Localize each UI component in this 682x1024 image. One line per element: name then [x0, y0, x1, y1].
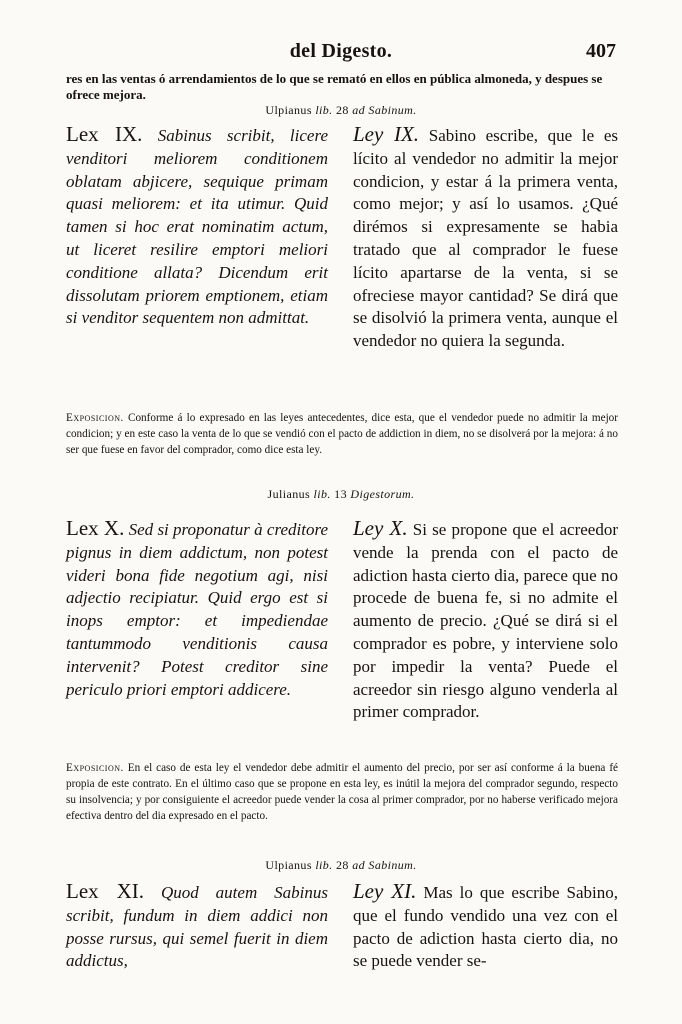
exposition-text: Conforme á lo expresado en las leyes antecedentes, dice esta, que el vendedor puede no admitir la mejor condicion; y en este caso la venta de lo que se vendió con el pacto de addiction in diem, no se disolverá por la mejora: á no ser que fuese en favor del comprador, como dice esta ley. [66, 412, 619, 456]
exposition-label: Exposicion. [66, 412, 124, 424]
latin-column [66, 123, 328, 330]
latin-law-text: Sabinus scribit, licere venditori meliorem conditionem oblatam abjicere, sequique primam quasi meliorem: et ita utimur. Quid tamen si hoc erat nominatim actum, ut liceret resilire emptori meliori conditione allata? Dicendum erit dissolutam priorem emptionem, etiam si venditor sequentem non admittat. [66, 126, 329, 328]
page-number: 407 [586, 40, 616, 62]
spanish-law-text: Si se propone que el acreedor vende la prenda con el pacto de adiction hasta cierto dia, parece que no procede de buena fe, si no admite el aumento de precio. ¿Qué se dirá si el comprador es pobre, y interviene solo por impedir la venta? Puede el acreedor sin riesgo alguno venderla al primer comprador. [353, 520, 618, 722]
latin-law-text: Sed si proponatur à creditore pignus in diem addictum, non potest videri bona fide negotium agi, nisi adjectio recipiatur. Quid ergo est si inops emptor: et impediendae tantummodo venditionis causa intervenit? Potest creditor sine periculo priori emptori addicere. [66, 520, 328, 699]
intro-paragraph: res en las ventas ó arrendamientos de lo que se remató en ellos en pública almoneda, y despues se ofrece mejora. [66, 71, 603, 102]
source-citation [0, 487, 682, 502]
running-title: del Digesto. [289, 40, 393, 62]
latin-law-label: Lex IX. [66, 122, 143, 146]
law-section [66, 123, 618, 395]
latin-law-label: Lex X. [66, 516, 125, 540]
spanish-column [353, 880, 618, 973]
source-lib: lib. [315, 858, 333, 872]
latin-law-text: Quod autem Sabinus scribit, fundum in diem addici non posse rursus, qui semel fuerit in diem addictus, [66, 883, 328, 971]
source-work: ad Sabinum. [352, 103, 417, 117]
law-section [66, 517, 618, 749]
source-number: 13 [334, 487, 347, 501]
source-author: Ulpianus [265, 858, 312, 872]
source-number: 28 [336, 858, 349, 872]
exposition-text: En el caso de esta ley el vendedor debe admitir el aumento del precio, por ser así conforme á la buena fé propia de este contrato. En el último caso que se propone en esta ley, es inútil la mejora del comprador segundo, respecto su insolvencia; y por consiguiente el acreedor puede vender la cosa al primer comprador, por no haberse verificado mejora efectiva dentro del dia expresado en el pacto. [66, 762, 619, 822]
exposition [66, 410, 618, 458]
spanish-law-text: Sabino escribe, que le es lícito al vendedor no admitir la mejor condicion, y estar á la primera venta, como mejor; y así lo usamos. ¿Qué dirémos si expresamente se habia tratado que al comprador le fuese lícito apartarse de la venta, si se ofreciese mayor cantidad? Se dirá que se disolvió la primera venta, aunque el vendedor no quiera la segunda. [353, 126, 618, 351]
spanish-law-label: Ley IX. [353, 122, 420, 146]
spanish-law-label: Ley XI. [353, 879, 417, 903]
latin-law-label: Lex XI. [66, 879, 144, 903]
spanish-column [353, 123, 618, 353]
running-head [0, 40, 682, 66]
spanish-law-label: Ley X. [353, 516, 408, 540]
source-work: ad Sabinum. [352, 858, 417, 872]
source-author: Ulpianus [265, 103, 312, 117]
source-lib: lib. [313, 487, 331, 501]
latin-column [66, 517, 328, 701]
source-author: Julianus [267, 487, 311, 501]
source-lib: lib. [315, 103, 333, 117]
source-citation [0, 858, 682, 873]
latin-column [66, 880, 328, 973]
spanish-law-text: Mas lo que escribe Sabino, que el fundo vendido una vez con el pacto de adiction hasta cierto dia, no se puede vender se- [353, 883, 619, 971]
source-citation [0, 103, 682, 118]
source-work: Digestorum. [350, 487, 415, 501]
exposition-label: Exposicion. [66, 762, 124, 774]
law-section [66, 880, 618, 1000]
spanish-column [353, 517, 618, 724]
source-number: 28 [336, 103, 349, 117]
exposition [66, 760, 618, 824]
